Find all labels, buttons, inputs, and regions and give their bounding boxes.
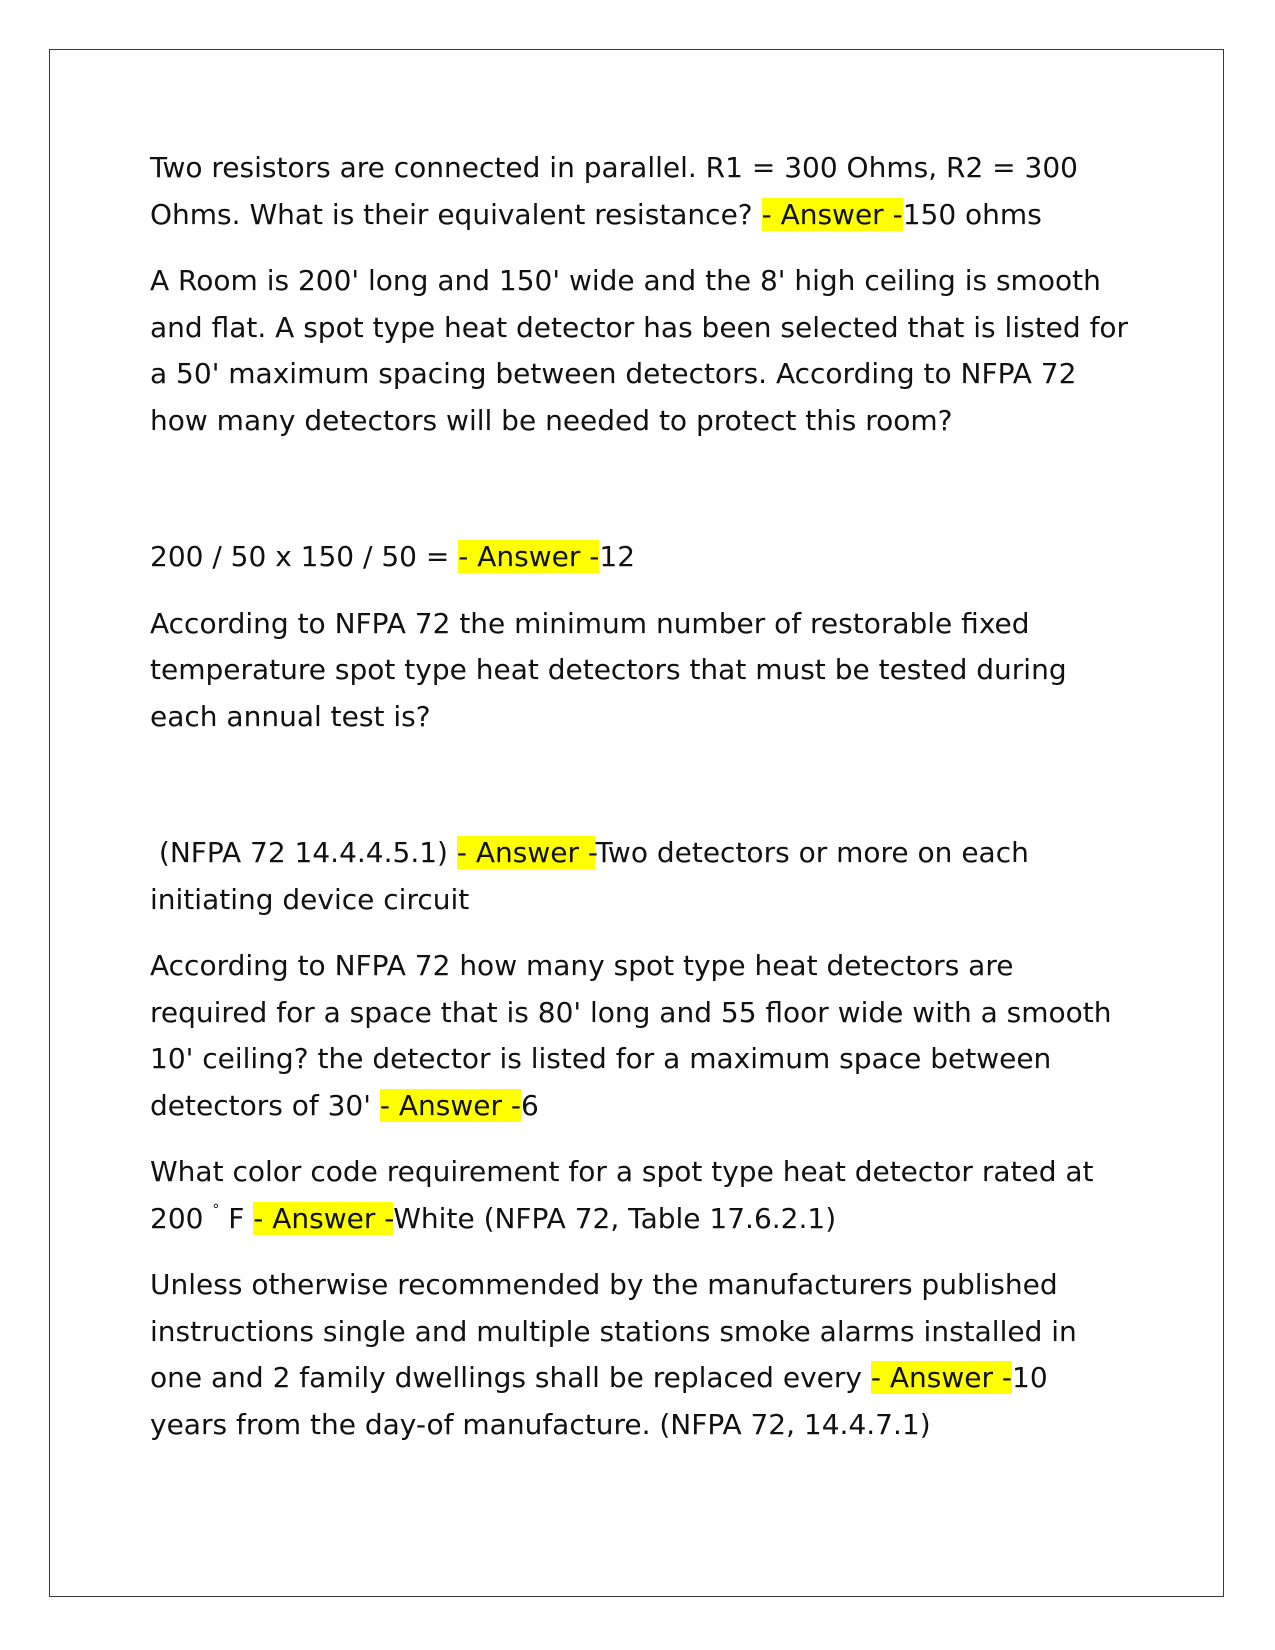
qa-item-room-question xyxy=(150,258,1130,444)
answer-marker: - Answer - xyxy=(458,540,600,573)
answer-text: 6 xyxy=(520,1088,539,1122)
question-text: 200 / 50 x 150 / 50 = xyxy=(150,540,459,573)
qa-item-smoke-alarm-replacement xyxy=(150,1262,1130,1448)
qa-item-restorable-answer xyxy=(150,830,1130,923)
question-text: According to NFPA 72 the minimum number of restorable fixed temperature spot type heat detectors that must be tested during each annual test is? xyxy=(150,606,1067,733)
blank-gap xyxy=(150,760,1130,830)
degree-symbol: ° xyxy=(212,1201,220,1218)
qa-item-color-code xyxy=(150,1149,1130,1242)
answer-marker: - Answer - xyxy=(253,1201,394,1235)
question-unit: F xyxy=(219,1201,254,1235)
answer-marker: - Answer - xyxy=(379,1088,521,1122)
question-text: Unless otherwise recommended by the manufacturers published instructions single and multiple stations smoke alarms installed in one and 2 family dwellings shall be replaced every xyxy=(150,1268,1077,1394)
qa-item-restorable-question xyxy=(150,601,1130,741)
question-text: A Room is 200' long and 150' wide and the 8' high ceiling is smooth and flat. A spot type heat detector has been selected that is listed for a 50' maximum spacing between detectors. According to NFPA 72 how many detectors will be needed to protect this room? xyxy=(150,264,1129,437)
question-text: According to NFPA 72 how many spot type heat detectors are required for a space that is 80' long and 55 floor wide with a smooth 10' ceiling? the detector is listed for a maximum space between detectors of 30' xyxy=(150,949,1112,1122)
qa-item-resistors xyxy=(150,145,1130,238)
answer-marker: - Answer - xyxy=(870,1361,1012,1394)
qa-item-room-answer xyxy=(150,534,1130,581)
answer-text: Two detectors or more on each initiating device circuit xyxy=(150,836,1029,916)
blank-gap xyxy=(150,464,1130,534)
answer-text: White (NFPA 72, Table 17.6.2.1) xyxy=(393,1201,837,1235)
question-text: What color code requirement for a spot type heat detector rated at 200 xyxy=(150,1155,1094,1235)
question-text: (NFPA 72 14.4.4.5.1) xyxy=(150,836,457,869)
question-text: Two resistors are connected in parallel. R1 = 300 Ohms, R2 = 300 Ohms. What is their equivalent resistance? xyxy=(150,151,1078,231)
answer-text: 12 xyxy=(599,540,636,573)
answer-text: 10 years from the day-of manufacture. (NFPA 72, 14.4.7.1) xyxy=(150,1361,1048,1441)
document-body xyxy=(150,145,1130,1468)
answer-text: 150 ohms xyxy=(902,197,1042,231)
answer-marker: - Answer - xyxy=(761,197,903,231)
qa-item-80ft-space xyxy=(150,943,1130,1129)
answer-marker: - Answer - xyxy=(456,836,596,869)
